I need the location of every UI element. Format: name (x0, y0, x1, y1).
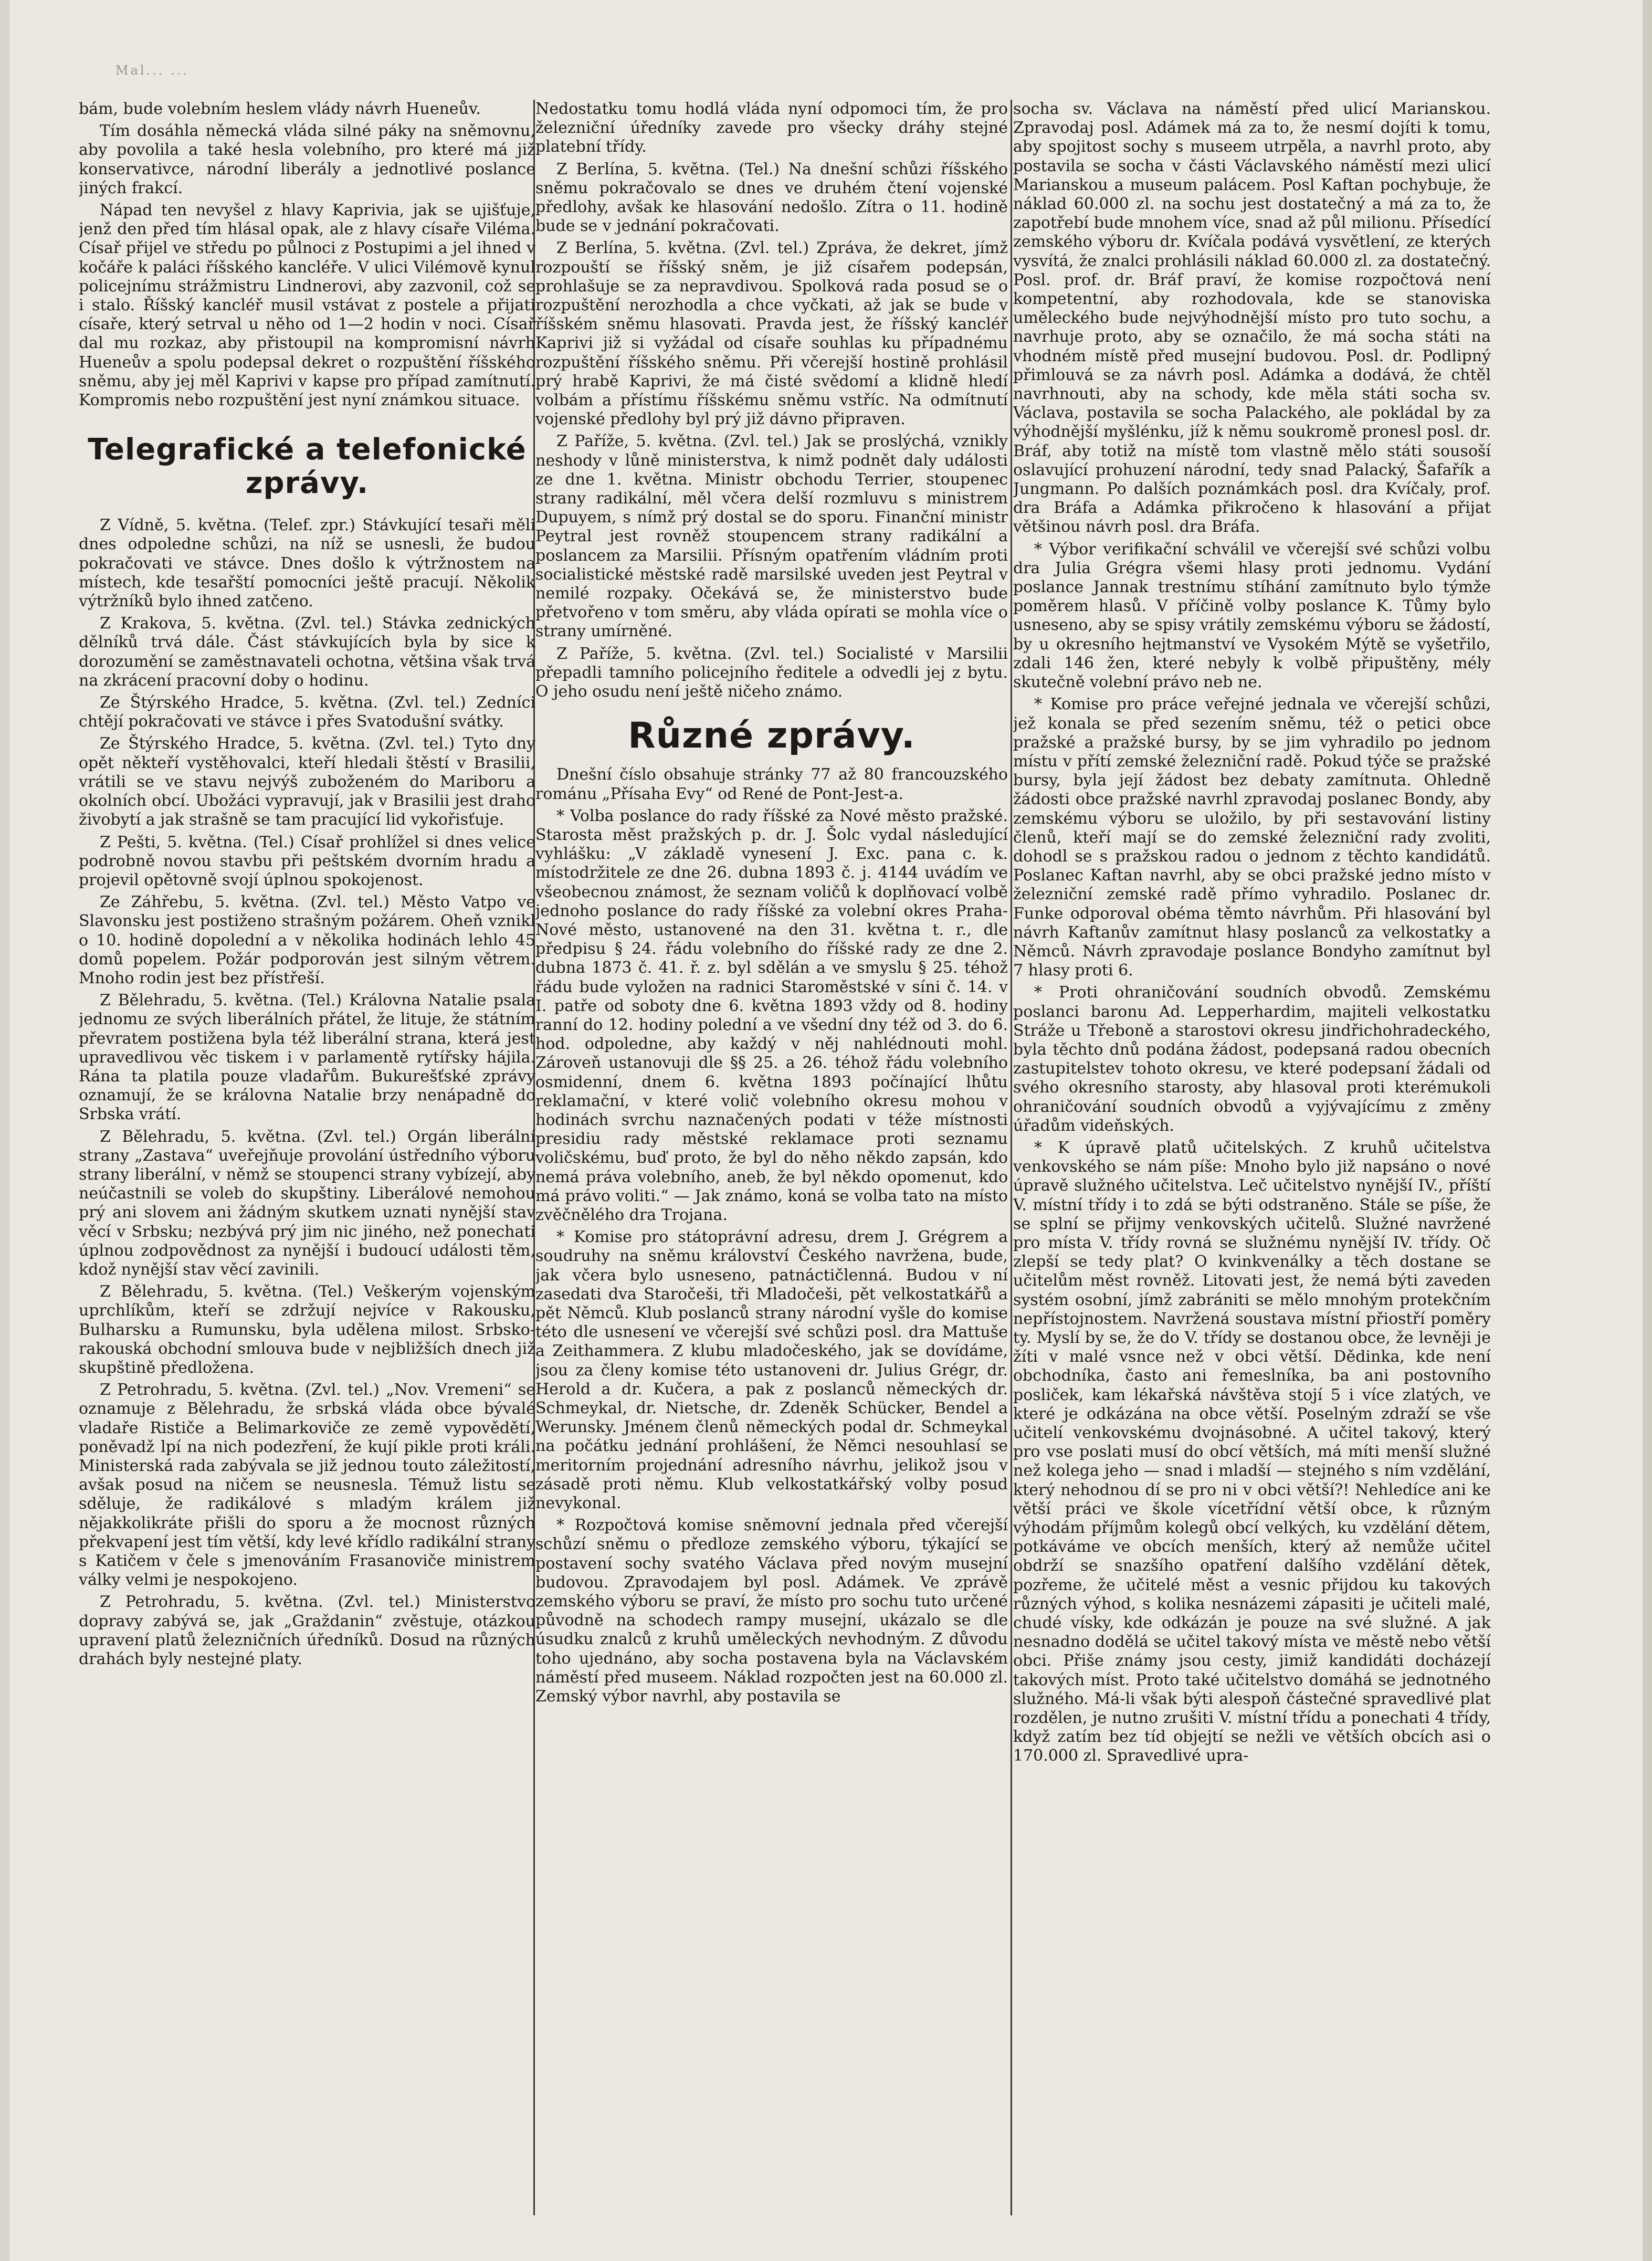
column-1 (79, 100, 535, 2221)
telegram-item: Z Bělehradu, 5. května. (Zvl. tel.) Orgán liberální strany „Zastava“ uveřejňuje provolání ústředního výboru strany liberální, v němž se stoupenci strany vybízejí, aby neúčastnili se voleb do skupštiny. Liberálové nemohou prý ani slovem ani žádným skutkem uznati nynější stav věcí v Srbsku; nezbývá prý jim nic jiného, než ponechati úplnou zodpovědnost za nynější i budoucí události těm, kdož nynější stav věcí zavinili. (79, 1127, 535, 1279)
paragraph: bám, bude volebním heslem vlády návrh Hueneův. (79, 100, 481, 118)
telegram-item: Ze Záhřebu, 5. května. (Zvl. tel.) Město Vatpo ve Slavonsku jest postiženo strašným požárem. Oheň vznikl o 10. hodině dopolední a v několika hodinách lehlo 45 domů popelem. Požár podporován jest silným větrem. Mnoho rodin jest bez přístřeší. (79, 893, 535, 987)
telegram-item: Z Berlína, 5. května. (Zvl. tel.) Zpráva, že dekret, jímž rozpouští se říšský sněm, je již císařem podepsán, prohlašuje se za nepravdivou. Spolková rada posud se o rozpuštění nerozhodla a chce vyčkati, až jak se bude v říšském sněmu hlasovati. Pravda jest, že říšský kancléř Kaprivi již si vyžádal od císaře souhlas ku případnému rozpuštění říšského sněmu. Při včerejší hostině prohlásil prý hrabě Kaprivi, že má čisté svědomí a klidně hledí volbám a přístímu říšskému sněmu vstříc. Na odmítnutí vojenské předlohy byl prý již dávno připraven. (535, 239, 1008, 429)
news-item: * Komise pro práce veřejné jednala ve včerejší schůzi, jež konala se před sezením sněmu, též o petici obce pražské a pražské bursy, by se jim vyhradilo po jednom místu v přítí zemské železniční radě. Pokud týče se pražské bursy, byla její žádost bez debaty zamítnuta. Ohledně žádosti obce pražské navrhl zpravodaj poslanec Bondy, aby zemskému výboru se uložilo, by při sestavování listiny členů, kteří mají se do zemské železniční rady zvoliti, dohodl se s pražskou radou o jednom z těchto kandidátů. Poslanec Kaftan navrhl, aby se obci pražské jedno místo v železniční zemské radě přímo vyhradilo. Poslanec dr. Funke odporoval obéma těmto návrhům. Při hlasování byl návrh Kaftanův zamítnut hlasy poslanců za velkostatky a Němců. Návrh zpravodaje poslance Bondyho zamítnut byl 7 hlasy proti 6. (1013, 695, 1491, 980)
column-rule (1011, 100, 1012, 2215)
telegram-item: Z Pešti, 5. května. (Tel.) Císař prohlížel si dnes velice podrobně novou stavbu při peštském dvorním hradu a projevil opětovně svojí úplnou spokojenost. (79, 833, 535, 889)
news-item: Dnešní číslo obsahuje stránky 77 až 80 francouzského románu „Přísaha Evy“ od René de Pont-Jest-a. (535, 765, 1008, 803)
telegram-item: Ze Štýrského Hradce, 5. května. (Zvl. tel.) Zedníci chtějí pokračovati ve stávce i přes Svatodušní svátky. (79, 693, 535, 731)
telegram-item: Z Paříže, 5. května. (Zvl. tel.) Socialisté v Marsilii přepadli tamního policejního ředitele a odvedli jej z bytu. O jeho osudu není ještě ničeho známo. (535, 644, 1008, 701)
telegram-item: Z Krakova, 5. května. (Zvl. tel.) Stávka zednických dělníků trvá dále. Část stávkujících byla by sice k dorozumění se zaměstnavateli ochotna, většina však trvá na zkrácení pracovní doby o hodinu. (79, 614, 535, 690)
news-item: * Rozpočtová komise sněmovní jednala před včerejší schůzí sněmu o předloze zemského výboru, týkající se postavení sochy svatého Václava před novým musejní budovou. Zpravodajem byl posl. Adámek. Ve zprávě zemského výboru se praví, že místo pro sochu tuto určené původně na schodech rampy musejní, ukázalo se dle úsudku znalců z kruhů uměleckých nevhodným. Z důvodu toho ujednáno, aby socha postavena byla na Václavském náměstí před museem. Náklad rozpočten jest na 60.000 zl. Zemský výbor navrhl, aby postavila se (535, 1516, 1008, 1706)
section-heading-misc-news: Různé zprávy. (628, 715, 916, 757)
section-heading-telegrams: Telegrafické a telefonické zprávy. (88, 433, 527, 501)
telegram-item: Z Bělehradu, 5. května. (Tel.) Královna Natalie psala jednomu ze svých liberálních přátel, že lituje, že státním převratem postižena byla též liberální strana, která jest upravedlivou věc tiskem i v parlamentě rytířsky hájila. Rána ta platila pouze vladařům. Bukurešťské zprávy oznamují, že se královna Natalie brzy nenápadně do Srbska vrátí. (79, 991, 535, 1124)
telegram-item: Ze Štýrského Hradce, 5. května. (Zvl. tel.) Tyto dny opět někteří vystěhovalci, kteří hledali štěstí v Brasilii, vrátili se ve stavu nejvýš zuboženém do Mariboru a okolních obcí. Ubožáci vypravují, jak v Brasilii jest draho živobytí a jak strašně se tam pracující lid vykořisťuje. (79, 734, 535, 829)
column-2 (535, 100, 1008, 2221)
telegram-item: Nedostatku tomu hodlá vláda nyní odpomoci tím, že pro železniční úředníky zavede pro všecky dráhy stejné platební třídy. (535, 100, 1008, 156)
news-item: socha sv. Václava na náměstí před ulicí Marianskou. Zpravodaj posl. Adámek má za to, že nesmí dojíti k tomu, aby spojitost sochy s museem utrpěla, a navrhl proto, aby postavila se socha v části Václavského náměstí mezi ulicí Marianskou a museum palácem. Posl Kaftan pochybuje, že náklad 60.000 zl. na sochu jest dostatečný a má za to, že zapotřebí bude mnohem více, snad až půl milionu. Přísedící zemského výboru dr. Kvíčala podává vysvětlení, ze kterých vysvítá, že znalci prohlásili náklad 60.000 zl. za dostatečný. Posl. prof. dr. Bráf praví, že komise rozpočtová není kompetentní, aby rozhodovala, kde se stanoviska uměleckého bude nejvýhodnější místo pro tuto sochu, a navrhuje proto, aby se označilo, že má socha státi na vhodném místě před musejní budovou. Posl. dr. Podlipný přimlouvá se za návrh posl. Adámka a dodává, že chtěl navrhnouti, aby na schody, kde měla státi socha sv. Václava, postavila se socha Palackého, ale pokládal by za výhodnější myšlénku, jíž k němu soukromě pronesl posl. dr. Bráf, aby totiž na místě tom vlastně mělo státi sousoší oslavující prohuzení národní, tedy snad Palacký, Šafařík a Jungmann. Po dalších poznámkách posl. dra Kvíčaly, prof. dra Bráfa a Adámka přikročeno k hlasování a přijat většinou návrh posl. dra Bráfa. (1013, 100, 1491, 537)
telegram-item: Z Petrohradu, 5. května. (Zvl. tel.) „Nov. Vremeni“ se oznamuje z Bělehradu, že srbská vláda obce bývalé vladaře Rističe a Belimarkoviče ze země vypovědětí, poněvadž lpí na nich podezření, že kují pikle proti králi. Ministerská rada zabývala se již jednou touto záležitostí, avšak posud na ničem se neusnesla. Témuž listu se sděluje, že radikálové s mladým králem již nějakkolikráte přišli do sporu a že mocnost různých překvapení jest tím větší, kdy levé křídlo radikální strany s Katičem v čele s jmenováním Frasanoviče ministrem války velmi je nespokojeno. (79, 1381, 535, 1590)
telegram-item: Z Bělehradu, 5. května. (Tel.) Veškerým vojenským uprchlíkům, kteří se zdržují nejvíce v Rakousku, Bulharsku a Rumunsku, byla udělena milost. Srbsko-rakouská obchodní smlouva bude v nejbližších dnech již skupštině předložena. (79, 1282, 535, 1377)
news-item: * Volba poslance do rady říšské za Nové město pražské. Starosta měst pražských p. dr. J. Šolc vydal následující vyhlášku: „V základě vynesení J. Exc. pana c. k. místodržitele ze dne 26. dubna 1893 č. j. 4144 uvádím ve všeobecnou známost, že seznam voličů k doplňovací volbě jednoho poslance do rady říšské za volební okres Praha-Nové město, ustanovené na den 31. května t. r., dle předpisu § 24. řádu volebního do říšské rady ze dne 2. dubna 1873 č. 41. ř. z. byl sdělán a ve smyslu § 25. téhož řádu bude vyložen na radnici Staroměstské v síni č. 14. v I. patře od soboty dne 6. května 1893 vždy od 8. hodiny ranní do 12. hodiny polední a ve všední dny též od 3. do 6. hod. odpoledne, aby každý v něj nahlédnouti mohl. Zároveň ustanovuji dle §§ 25. a 26. téhož řádu volebního osmidenní, dnem 6. května 1893 počínající lhůtu reklamační, v které volič volebního okresu mohou v hodinách svrchu naznačených podati v téže místnosti presidiu rady městské reklamace proti seznamu voličskému, buď proto, že byl do něho někdo zapsán, kdo nemá práva volebního, aneb, že byl někdo opomenut, kdo má právo voliti.“ — Jak známo, koná se volba tato na místo zvěčnělého dra Trojana. (535, 806, 1008, 1224)
news-item: * Komise pro státoprávní adresu, drem J. Grégrem a soudruhy na sněmu království Českého navržena, bude, jak včera bylo usneseno, patnáctičlenná. Budou v ní zasedati dva Staročeši, tři Mladočeši, pět velkostatkářů a pět Němců. Klub poslanců strany národní vyšle do komise této dle usnesení ve včerejší své schůzi posl. dra Mattuše a Zeithammera. Z klubu mladočeského, jak se dovídáme, jsou za členy komise této ustanoveni dr. Julius Grégr, dr. Herold a dr. Kučera, a pak z poslanců německých dr. Schmeykal, dr. Nietsche, dr. Zdeněk Schücker, Bendel a Werunsky. Jménem členů německých podal dr. Schmeykal na počátku jednání prohlášení, že Němci nesouhlasí se meritorním projednání adresního návrhu, jelikož jsou v zásadě proti němu. Klub velkostatkářský volby posud nevykonal. (535, 1228, 1008, 1513)
column-3 (1013, 100, 1491, 2221)
telegram-item: Z Paříže, 5. května. (Zvl. tel.) Jak se proslýchá, vznikly neshody v lůně ministerstva, k nimž podnět daly události ze dne 1. května. Ministr obchodu Terrier, stoupenec strany radikální, měl včera delší rozmluvu s ministrem Dupuyem, s nímž prý dostal se do sporu. Finanční ministr Peytral jest rovněž stoupencem strany radikální a poslancem za Marsilii. Přísným opatřením vládním proti socialistické městské radě marsilské uveden jest Peytral v nemilé rozpaky. Očekává se, že ministerstvo bude přetvořeno v tom směru, aby vláda opírati se mohla více o strany umírněné. (535, 432, 1008, 641)
scan-right-edge (1643, 0, 1652, 2261)
telegram-item: Z Berlína, 5. května. (Tel.) Na dnešní schůzi říšského sněmu pokračovalo se dnes ve druhém čtení vojenské předlohy, avšak ke hlasování nedošlo. Zítra o 11. hodině bude se v jednání pokračovati. (535, 160, 1008, 236)
news-item: * K úpravě platů učitelských. Z kruhů učitelstva venkovského se nám píše: Mnoho bylo již napsáno o nové úpravě služného učitelstva. Leč učitelstvo nynější IV., příští V. místní třídy i to zdá se býti odstraněno. Stále se píše, že se splní se přijmy venkovských učitelů. Služné navržené pro místa V. třídy rovná se služnému nynější IV. třídy. Oč zlepší se tedy plat? O kvinkvenálky a těch dostane se učitelům měst rovněž. Litovati jest, že nemá býti zaveden systém osobní, jímž zabrániti se mělo mnohým protekčním nepřístojnostem. Navržená soustava místní přiostří poměry ty. Myslí by se, že do V. třídy se dostanou obce, že levněji je žíti v malé vsnce než v obci větší. Dědinka, kde není obchodníka, často ani řemeslníka, ba ani postovního posliček, kam lékařská návštěva stojí 5 i více zlatých, ve které je odkázána na obce větší. Poselným zdraží se vše učitelí venkovskému dvojnásobné. A učitel takový, který pro vse poslati musí do obcí větších, má míti menší služné než kolega jeho — snad i mladší — stejného s ním vzdělání, který nehodnou dí se pro ni v obci větší?! Nehledíce ani ke větší práci ve škole vícetřídní větší obce, k různým výhodám příjmům kolegů obcí velkých, ku vzdělání dětem, potkáváme ve obcích menších, který až nemůže učitel obdrží se snazšího opatření dalšího vzdělání dětek, pozřeme, že učitelé měst a vesnic přijdou ku takových různých výhod, s kolika nesnázemi zápasiti je učiteli malé, chudé vísky, kde odkázán je pouze na své služné. A jak nesnadno dodělá se učitel takový místa ve městě nebo větší obci. Přiše známy jsou cesty, jimiž kandidáti docházejí takových míst. Proto také učitelstvo domáhá se jednotného služného. Má-li však býti alespoň částečné spravedlivé plat rozdělen, je nutno zrušiti V. místní třídu a ponechati 4 třídy, když zatím bez tíd objejtí se nežli ve větších obcích asi o 170.000 zl. Spravedlivé upra- (1013, 1138, 1491, 1765)
paragraph: Nápad ten nevyšel z hlavy Kaprivia, jak se ujišťuje, jenž den před tím hlásal opak, ale z hlavy císaře Viléma. Císař přijel ve středu po půlnoci z Postupimi a jel ihned v kočáře k paláci říšského kancléře. V ulici Vilémově kynul policejnímu strážmistru Lindnerovi, aby zazvonil, což se i stalo. Říšský kancléř musil vstávat z postele a přijati císaře, který setrval u něho od 1—2 hodin v noci. Císař dal mu rozkaz, aby přistoupil na kompromisní návrh Hueneův a spolu podepsal dekret o rozpuštění říšského sněmu, aby jej měl Kaprivi v kapse pro případ zamítnutí. Kompromis nebo rozpuštění jest nyní známkou situace. (79, 201, 535, 410)
scan-left-edge (0, 0, 9, 2261)
telegram-item: Z Vídně, 5. května. (Telef. zpr.) Stávkující tesaři měli dnes odpoledne schůzi, na níž se usnesli, že budou pokračovati ve stávce. Dnes došlo k výtržnostem na místech, kde tesařští pomocníci ještě pracují. Několik výtržníků bylo ihned zatčeno. (79, 516, 535, 611)
news-item: * Výbor verifikační schválil ve včerejší své schůzi volbu dra Julia Grégra všemi hlasy proti jednomu. Vydání poslance Jannak trestnímu stíhání zamítnuto bylo týmže poměrem hlasů. V příčině volby poslance K. Tůmy bylo usneseno, aby se spisy vrátily zemskému výboru se žádostí, by u okresního hejtmanství ve Vysokém Mýtě se vyšetřilo, zdali 146 žen, které nebyly k volbě připuštěny, mély skutečně volební právo neb ne. (1013, 540, 1491, 692)
telegram-item: Z Petrohradu, 5. května. (Zvl. tel.) Ministerstvo dopravy zabývá se, jak „Graždanin“ zvěstuje, otázkou upravení platů železničních úředníků. Dosud na různých drahách byly nestejné platy. (79, 1593, 535, 1669)
news-item: * Proti ohraničování soudních obvodů. Zemskému poslanci baronu Ad. Lepperhardim, majiteli velkostatku Stráže u Třeboně a starostovi okresu jindřichohradeckého, byla těchto dnů podána žádost, podepsaná radou obecních zastupitelstev tohoto okresu, ve které podepsaní žádali od svého okresního starosty, aby hlasoval proti kterémukoli ohraničování soudních obvodů a vyjývajícímu z změny úřadům videňských. (1013, 983, 1491, 1135)
running-header: Mal... ... (115, 63, 189, 78)
paragraph: Tím dosáhla německá vláda silné páky na sněmovnu, aby povolila a také hesla volebního, pro které má již konservativce, národní liberály a jednotlivé poslance jiných frakcí. (79, 122, 535, 197)
